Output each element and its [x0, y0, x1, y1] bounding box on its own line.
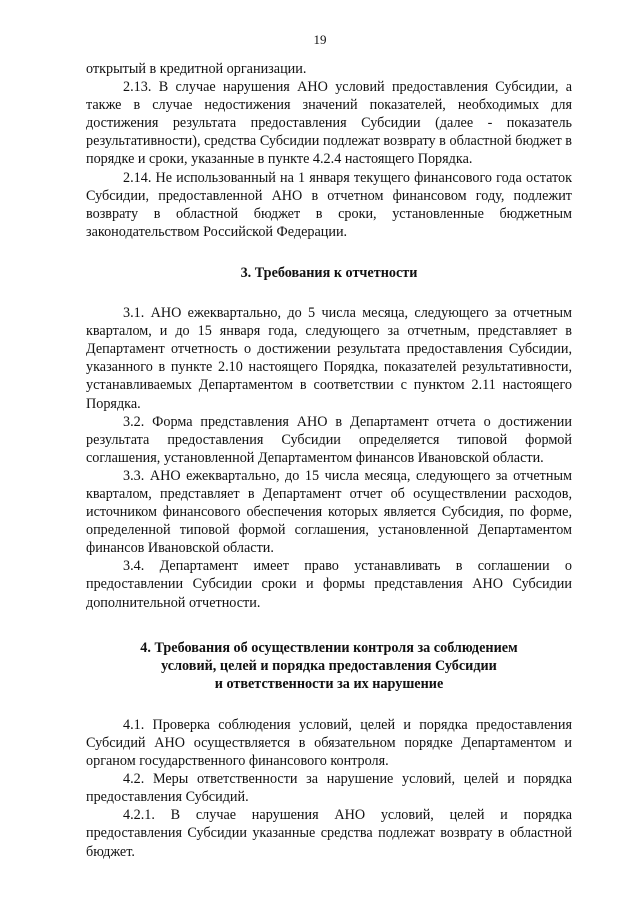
section-4-title-line: 4. Требования об осуществлении контроля за соблюдением [140, 639, 518, 656]
paragraph-continuation: открытый в кредитной организации. [86, 61, 307, 77]
section-4-title-line: и ответственности за их нарушение [214, 675, 444, 692]
paragraph-4-2: 4.2. Меры ответственности за нарушение условий, целей и порядка предоставления Субсидий. [86, 771, 572, 806]
paragraph-4-1: 4.1. Проверка соблюдения условий, целей и порядка предоставления Субсидий АНО осуществляется в обязательном порядке Департаментом и органом государственного финансового контроля. [86, 716, 572, 770]
paragraph-3-4: 3.4. Департамент имеет право устанавливать в соглашении о предоставлении Субсидии сроки и формы представления АНО Субсидии дополнительной отчетности. [86, 558, 572, 611]
paragraph-4-2-1: 4.2.1. В случае нарушения АНО условий, целей и порядка предоставления Субсидии указанные средства подлежат возврату в областной бюджет. [86, 807, 572, 860]
paragraph-3-2: 3.2. Форма представления АНО в Департамент отчета о достижении результата предоставления Субсидии определяется типовой формой соглашения, установленной Департаментом финансов Ивановской области. [86, 413, 572, 466]
page-number: 19 [313, 32, 327, 47]
document-body [86, 60, 572, 861]
paragraph-3-1: 3.1. АНО ежеквартально, до 5 числа месяца, следующего за отчетным кварталом, и до 15 января года, следующего за отчетным, представляет в Департамент отчетность о достижении результата предоставления Субсидии, указанного в пункте 2.10 настоящего Порядка, показателей результативности, устанавливаемых Департаментом в соответствии с пунктом 2.11 настоящего Порядка. [86, 305, 572, 412]
paragraph-3-3: 3.3. АНО ежеквартально, до 15 числа месяца, следующего за отчетным кварталом, представляет в Департамент отчет об осуществлении расходов, источником финансового обеспечения которых является Субсидия, по форме, определенной типовой формой соглашения, установленной Департаментом финансов Ивановской области. [86, 467, 572, 557]
section-3-title: 3. Требования к отчетности [240, 264, 418, 281]
section-4-title [86, 639, 572, 693]
paragraph-2-14: 2.14. Не использованный на 1 января текущего финансового года остаток Субсидии, предоставленной АНО в отчетном финансовом году, подлежит возврату в областной бюджет в сроки, установленные бюджетным законодательством Российской Федерации. [86, 169, 572, 240]
section-4-title-line: условий, целей и порядка предоставления Субсидии [161, 657, 497, 674]
paragraph-2-13: 2.13. В случае нарушения АНО условий предоставления Субсидии, а также в случае недостижения значений показателей, необходимых для достижения результата предоставления Субсидии (далее - показатель результативности), средства Субсидии подлежат возврату в областной бюджет в порядке и сроки, указанные в пункте 4.2.4 настоящего Порядка. [86, 79, 572, 168]
